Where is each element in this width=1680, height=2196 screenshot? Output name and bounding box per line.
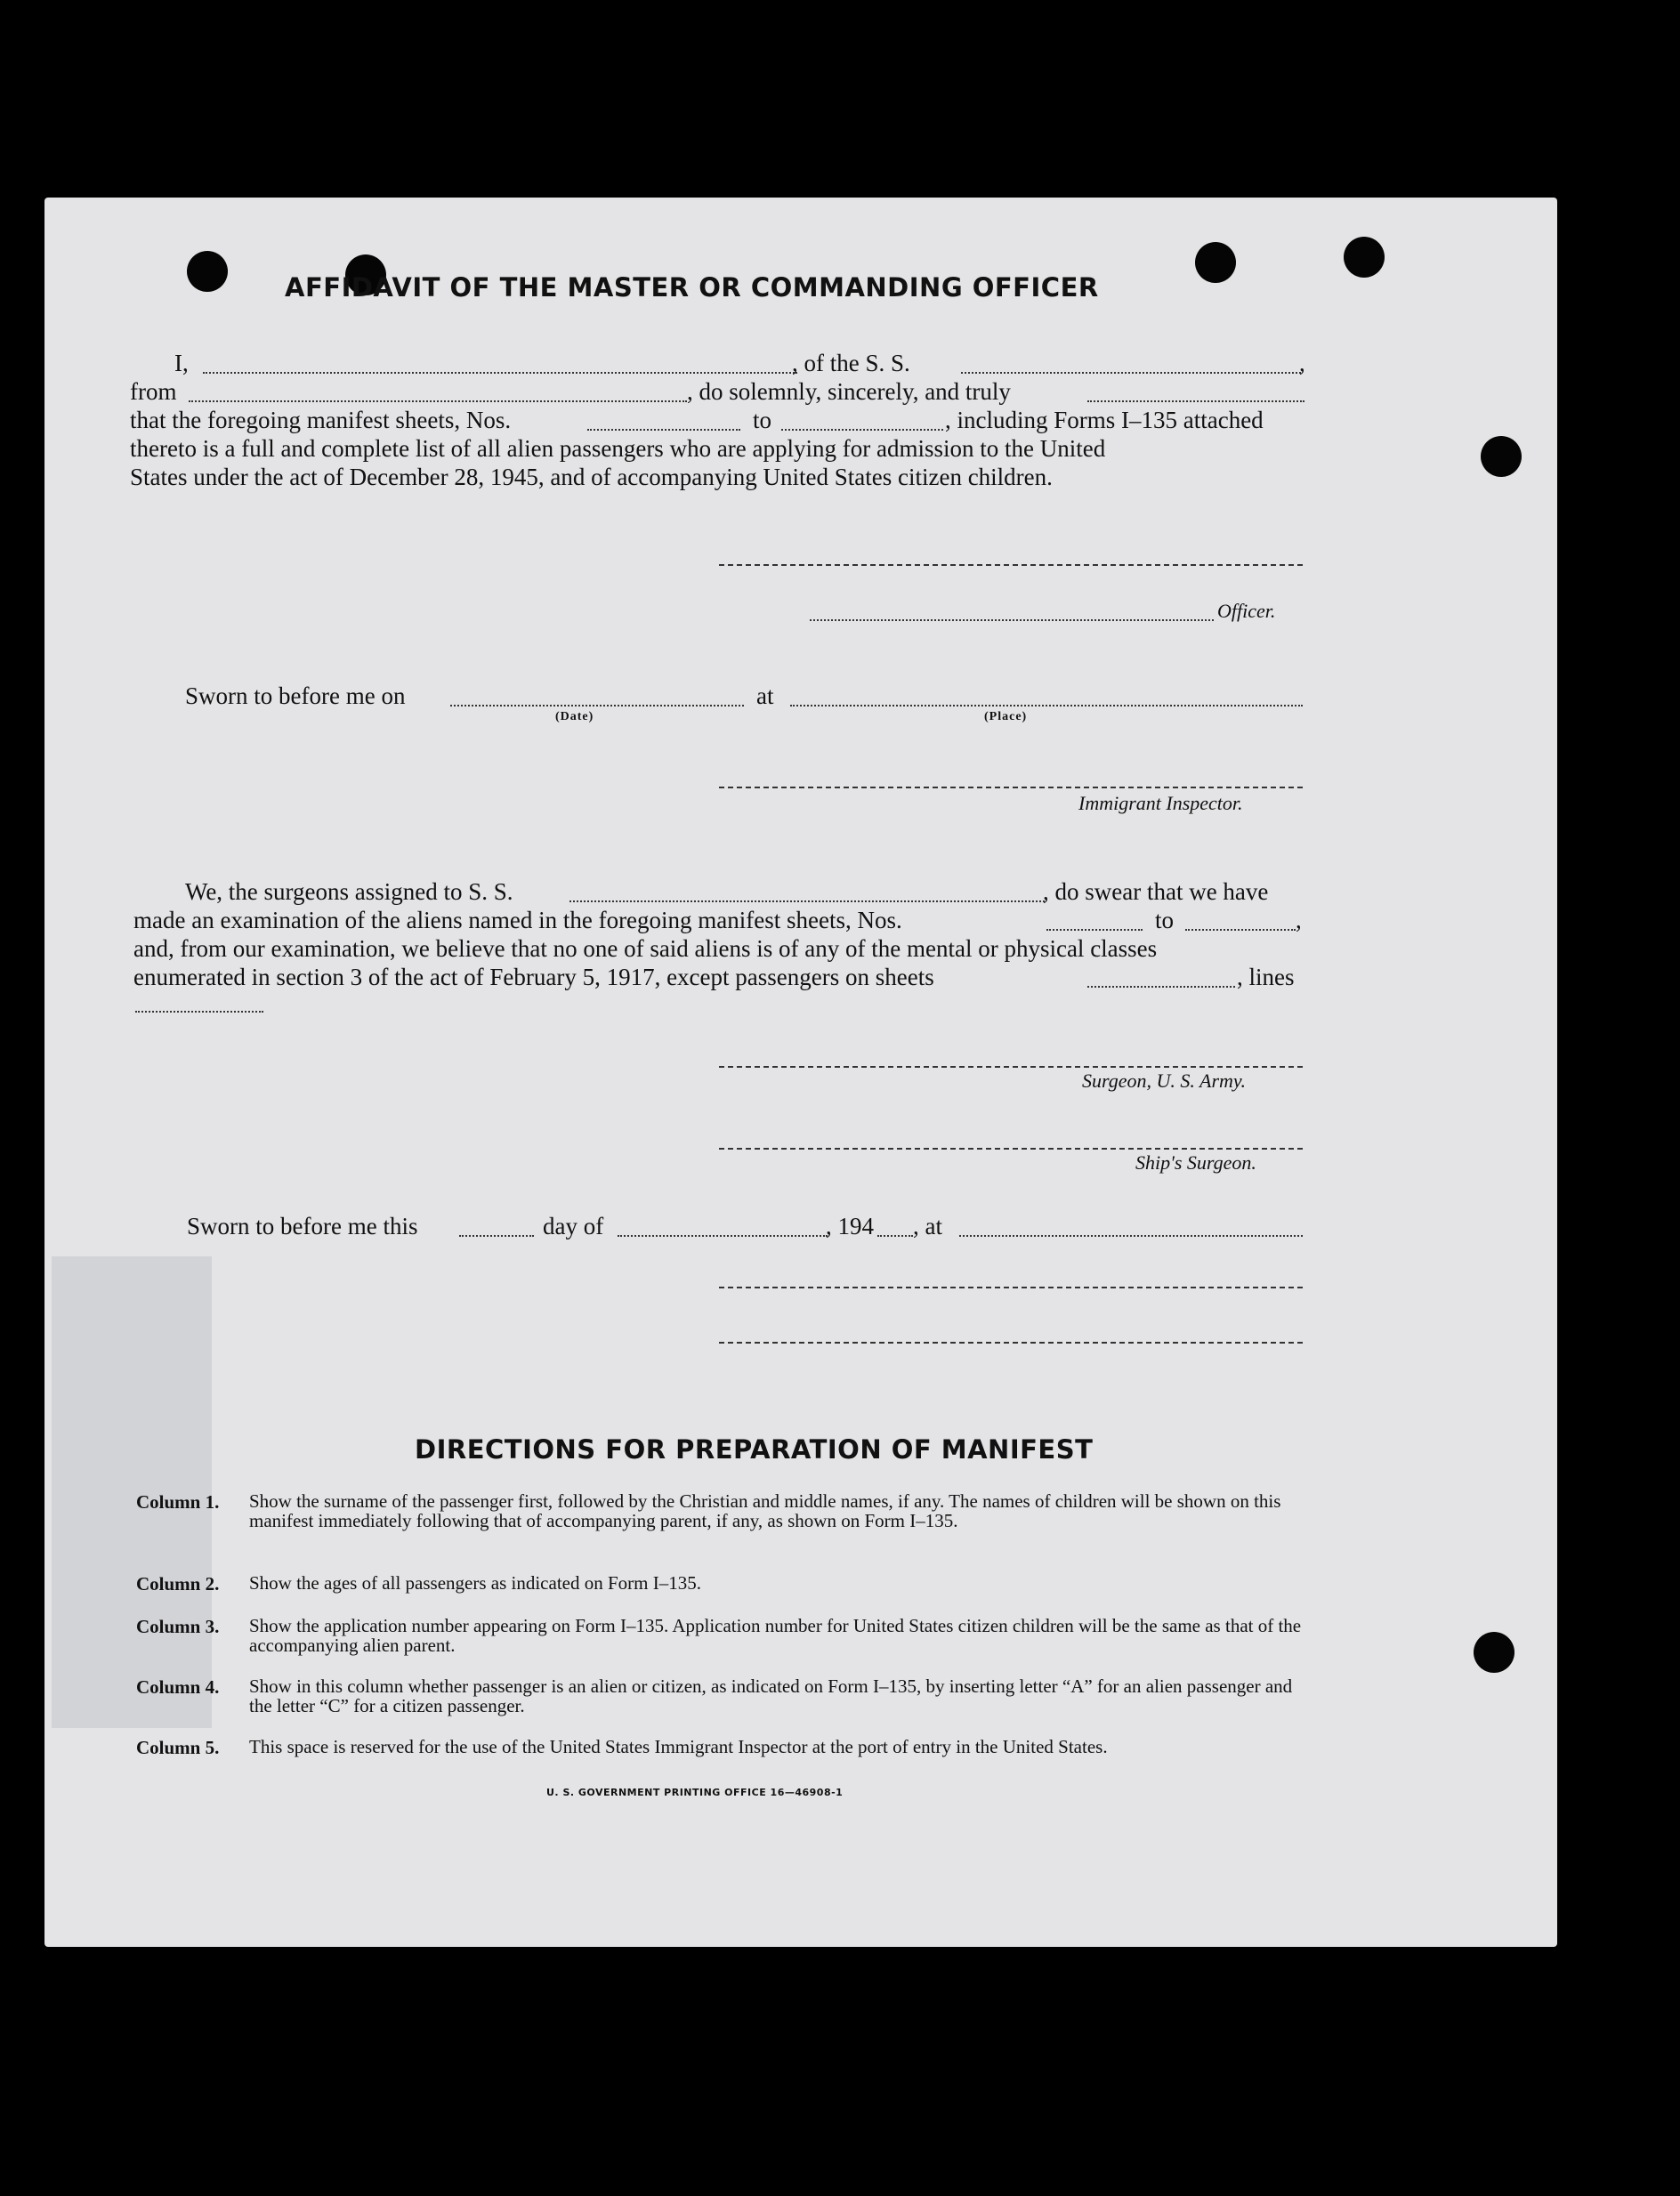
surgeons-sworn-year: , 194 (826, 1213, 874, 1239)
direction-column-label: Column 1. (136, 1491, 220, 1513)
sworn-start: Sworn to before me on (185, 682, 406, 709)
line3-to: to (753, 407, 772, 433)
from-port-field[interactable] (189, 400, 687, 402)
lines-field[interactable] (135, 1011, 263, 1013)
surgeons-sworn-start: Sworn to before me this (187, 1213, 418, 1239)
surgeons-sworn-day: day of (543, 1213, 604, 1239)
surgeons-line3: and, from our examination, we believe that no one of said aliens is of any of the mental or physical classes (133, 935, 1158, 962)
sworn-place-field-2[interactable] (959, 1235, 1303, 1237)
surgeons-ship-field[interactable] (569, 900, 1045, 902)
master-name-field[interactable] (203, 372, 797, 374)
except-sheets-field[interactable] (1087, 986, 1235, 988)
ship-surgeon-label: Ship's Surgeon. (1135, 1151, 1256, 1174)
place-label: (Place) (984, 710, 1028, 723)
punch-hole (1344, 237, 1385, 278)
punch-hole (1474, 1632, 1514, 1673)
punch-hole (1195, 242, 1236, 283)
inspector-signature-line[interactable] (719, 787, 1303, 788)
master-signature-line[interactable] (719, 564, 1303, 566)
officer-title-line[interactable] (810, 619, 1214, 621)
inspector-signature-line-2[interactable] (719, 1287, 1303, 1288)
affidavit-title: AFFIDAVIT OF THE MASTER OR COMMANDING OFFICER (285, 272, 1099, 303)
punch-hole (1481, 436, 1522, 477)
line3-end: , including Forms I–135 attached (945, 407, 1264, 433)
army-surgeon-signature-line[interactable] (719, 1066, 1303, 1068)
sworn-year-field[interactable] (877, 1235, 913, 1237)
sworn-month-field[interactable] (618, 1235, 828, 1237)
surgeons-line2-start: made an examination of the aliens named in the foregoing manifest sheets, Nos. (133, 907, 902, 933)
army-surgeon-label: Surgeon, U. S. Army. (1082, 1070, 1246, 1092)
sworn-at: at (756, 682, 774, 709)
direction-text: This space is reserved for the use of the United States Immigrant Inspector at the port of entry in the United States. (249, 1736, 1108, 1757)
line4: thereto is a full and complete list of all alien passengers who are applying for admission to the United (130, 435, 1106, 462)
surgeons-line2-end: , (1296, 907, 1302, 933)
line3-start: that the foregoing manifest sheets, Nos. (130, 407, 512, 433)
line2-from: from (130, 378, 177, 405)
direction-text: Show the surname of the passenger first, followed by the Christian and middle names, if any. The names of children will be shown on this manifest immediately following that of accompanying parent, if any, as shown on Form I–135. (249, 1490, 1281, 1531)
line1-end: , (1299, 350, 1305, 376)
line1-i: I, (174, 350, 189, 376)
declare-field[interactable] (1087, 400, 1304, 402)
date-label: (Date) (555, 710, 594, 723)
sheet-to-field[interactable] (781, 429, 943, 431)
directions-title: DIRECTIONS FOR PREPARATION OF MANIFEST (415, 1434, 1094, 1465)
direction-text: Show the ages of all passengers as indicated on Form I–135. (249, 1572, 701, 1594)
inspector-label: Immigrant Inspector. (1078, 792, 1243, 814)
sworn-date-field[interactable] (450, 705, 744, 706)
inspector-title-line-2[interactable] (719, 1342, 1303, 1344)
direction-column-label: Column 5. (136, 1737, 220, 1758)
surgeons-line1-end: , do swear that we have (1043, 878, 1269, 905)
sworn-day-field[interactable] (459, 1235, 534, 1237)
surgeons-line4-end: , lines (1237, 964, 1295, 990)
direction-column-label: Column 4. (136, 1676, 220, 1698)
surgeons-sheet-from-field[interactable] (1046, 929, 1143, 931)
line2-mid: , do solemnly, sincerely, and truly (687, 378, 1011, 405)
surgeons-line1-start: We, the surgeons assigned to S. S. (185, 878, 513, 905)
sworn-place-field[interactable] (790, 705, 1303, 706)
surgeons-sheet-to-field[interactable] (1185, 929, 1296, 931)
direction-column-label: Column 3. (136, 1616, 220, 1637)
line5: States under the act of December 28, 1945, and of accompanying United States citizen children. (130, 464, 1053, 490)
printing-office-footer: U. S. GOVERNMENT PRINTING OFFICE 16—46908-1 (546, 1787, 844, 1798)
punch-hole (187, 251, 228, 292)
surgeons-sworn-at: , at (913, 1213, 942, 1239)
officer-label: Officer. (1217, 600, 1276, 622)
direction-column-label: Column 2. (136, 1573, 220, 1595)
ship-name-field[interactable] (961, 372, 1301, 374)
line1-ss: , of the S. S. (792, 350, 910, 376)
sheet-from-field[interactable] (587, 429, 740, 431)
surgeons-line2-to: to (1155, 907, 1175, 933)
surgeons-line4-start: enumerated in section 3 of the act of February 5, 1917, except passengers on sheets (133, 964, 934, 990)
direction-text: Show in this column whether passenger is an alien or citizen, as indicated on Form I–135, by inserting letter “A” for an alien passenger and the letter “C” for a citizen passenger. (249, 1675, 1293, 1716)
direction-text: Show the application number appearing on Form I–135. Application number for United States citizen children will be the same as that of the accompanying alien parent. (249, 1615, 1302, 1656)
ship-surgeon-signature-line[interactable] (719, 1148, 1303, 1150)
